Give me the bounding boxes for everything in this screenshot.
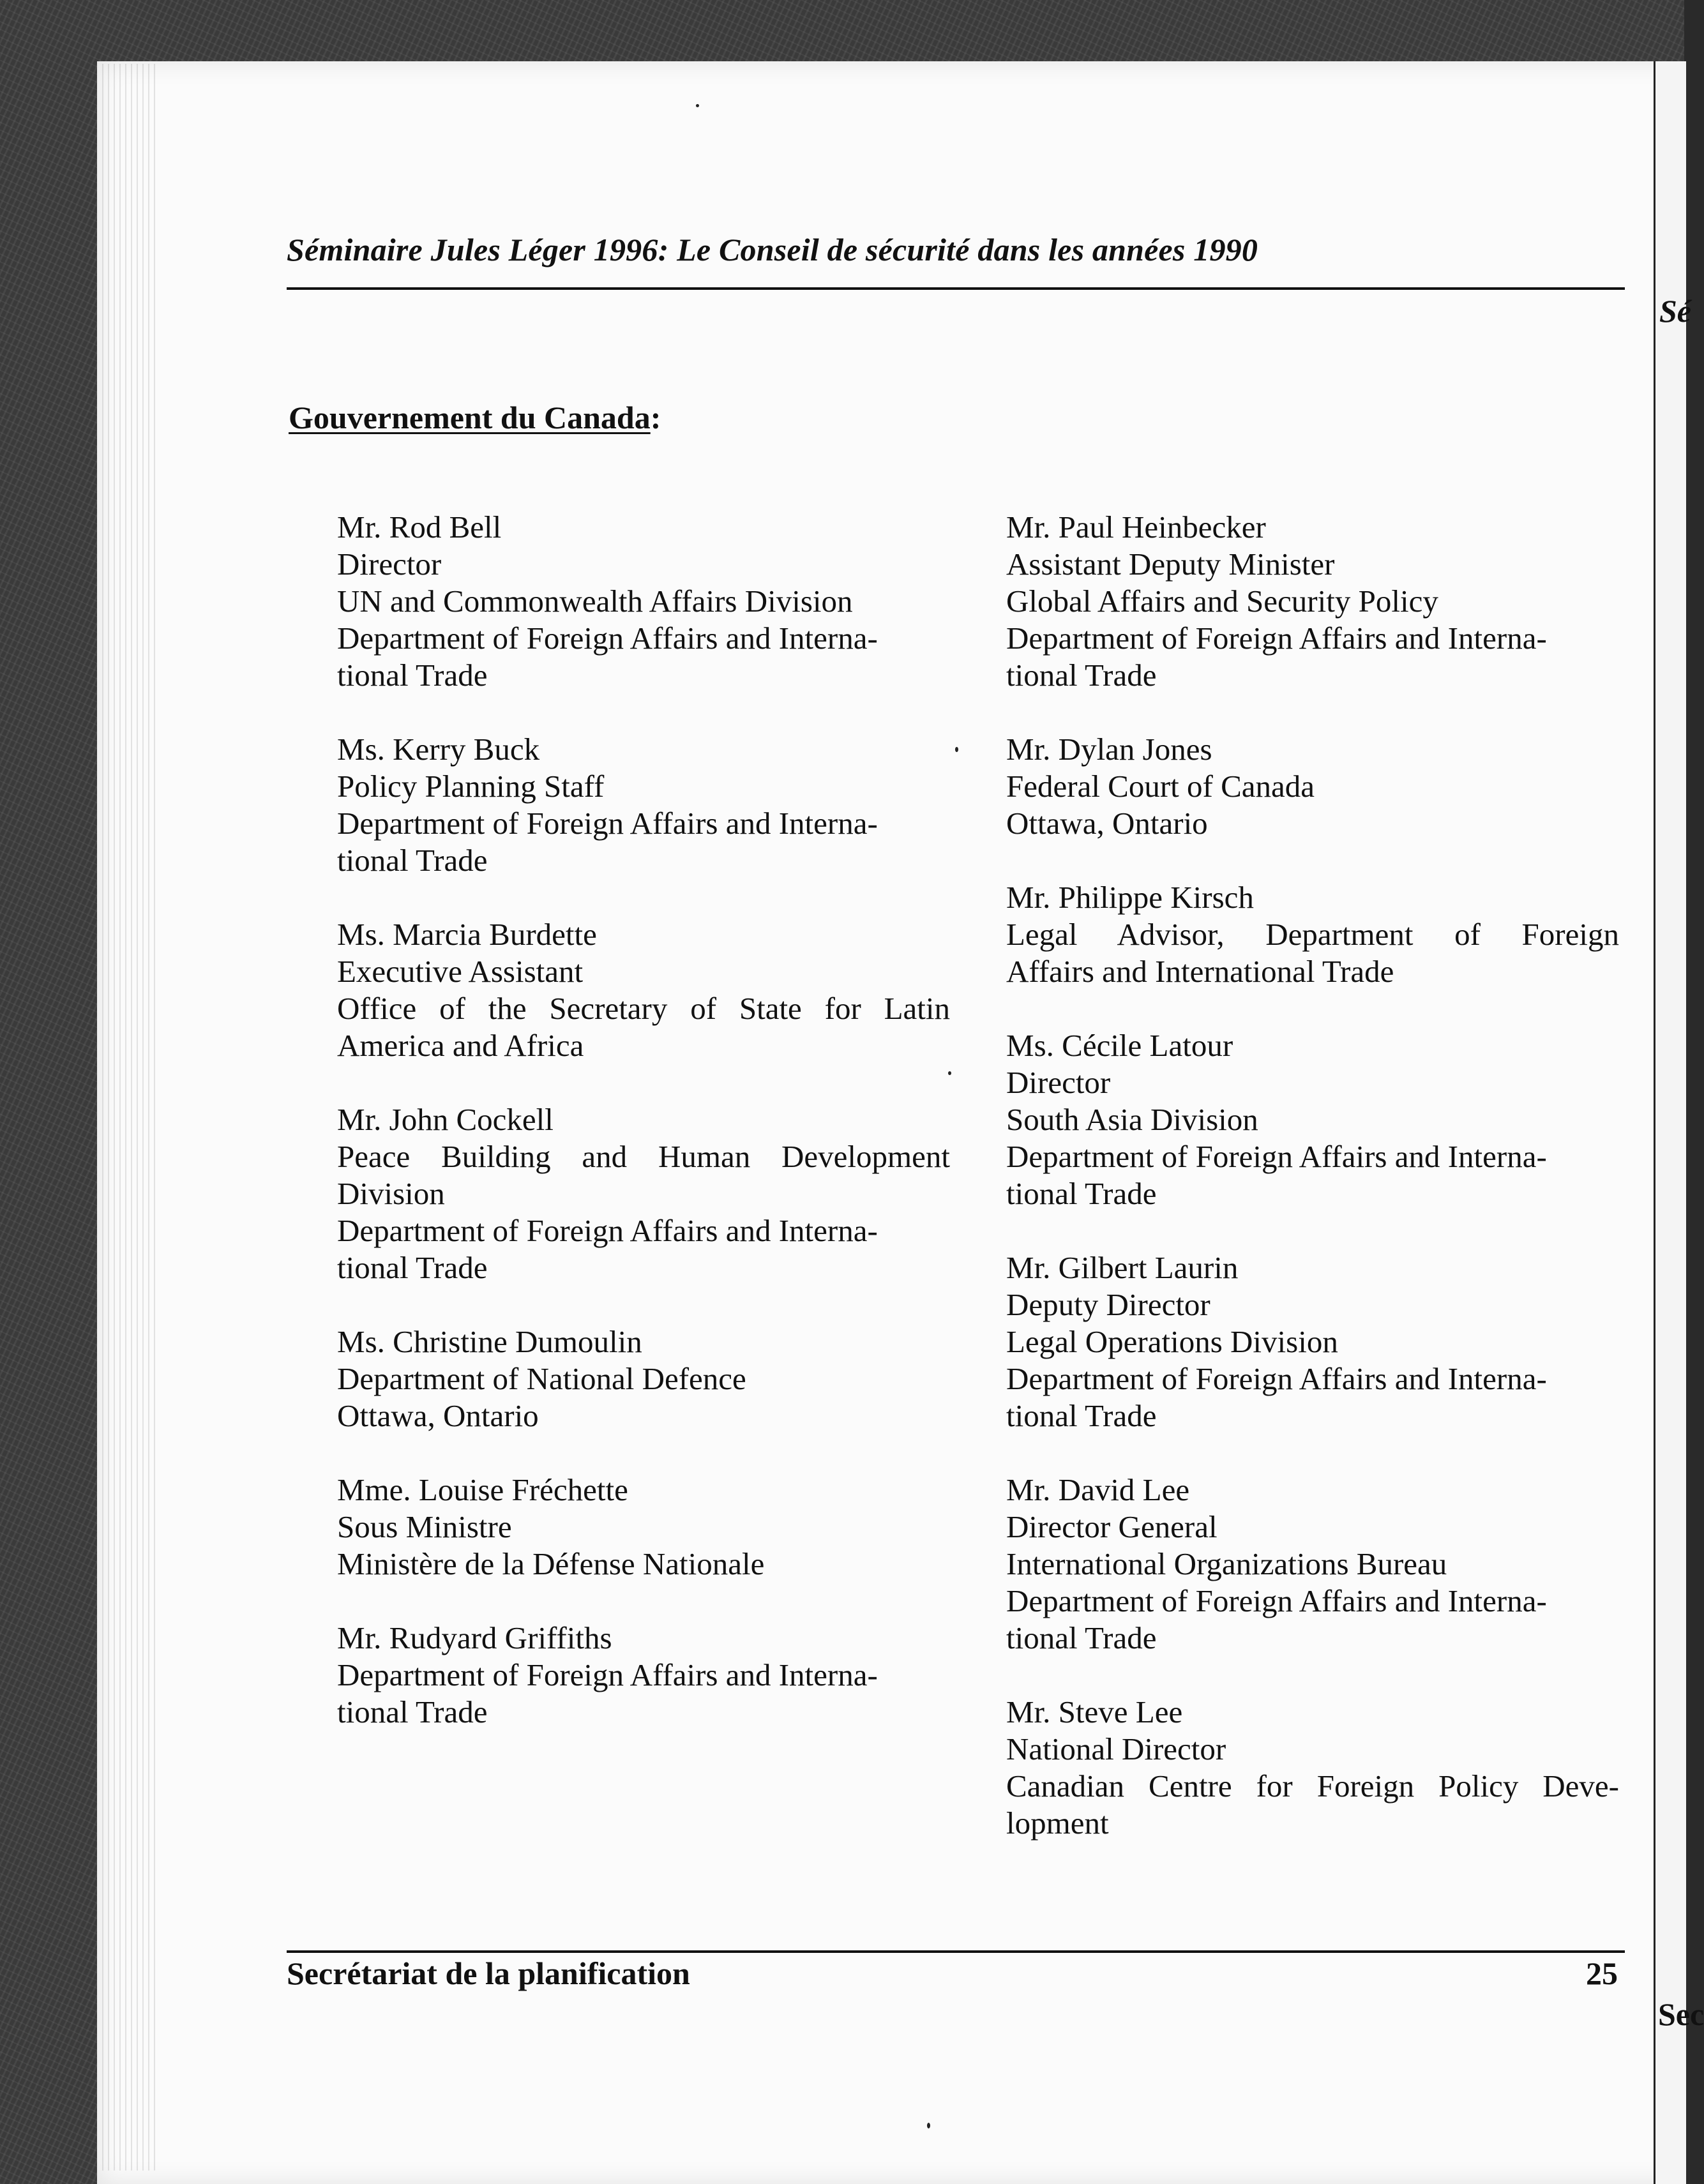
left-column xyxy=(337,509,950,1768)
right-column xyxy=(1006,509,1619,1879)
section-heading-colon: : xyxy=(650,400,661,435)
person-name: Mr. Dylan Jones xyxy=(1006,732,1212,767)
affiliation-line: tional Trade xyxy=(337,843,488,878)
left-column-entry xyxy=(337,731,950,879)
affiliation-line: Department of Foreign Affairs and Interna- xyxy=(337,1213,878,1248)
affiliation-line: Legal Advisor, Department of Foreign xyxy=(1006,917,1619,952)
affiliation-line: America and Africa xyxy=(337,1028,584,1063)
scan-speck xyxy=(927,2123,930,2128)
left-column-entry xyxy=(337,1620,950,1731)
section-heading xyxy=(289,399,661,436)
affiliation-line: tional Trade xyxy=(1006,1620,1157,1655)
affiliation-line: tional Trade xyxy=(337,1250,488,1285)
affiliation-line: tional Trade xyxy=(1006,1176,1157,1211)
header-divider xyxy=(287,287,1625,290)
person-name: Mr. John Cockell xyxy=(337,1102,554,1137)
right-column-entry xyxy=(1006,1249,1619,1435)
footer-divider xyxy=(287,1950,1625,1953)
right-column-entry xyxy=(1006,1027,1619,1212)
affiliation-line: Canadian Centre for Foreign Policy Deve- xyxy=(1006,1768,1619,1804)
person-name: Mr. Gilbert Laurin xyxy=(1006,1250,1239,1285)
person-name: Mr. David Lee xyxy=(1006,1472,1190,1507)
affiliation-line: Deputy Director xyxy=(1006,1287,1210,1322)
scan-speck xyxy=(696,104,699,107)
person-name: Ms. Kerry Buck xyxy=(337,732,540,767)
affiliation-line: Peace Building and Human Development xyxy=(337,1139,950,1174)
affiliation-line: International Organizations Bureau xyxy=(1006,1546,1447,1581)
affiliation-line: Legal Operations Division xyxy=(1006,1324,1338,1359)
affiliation-line: Office of the Secretary of State for Latin xyxy=(337,991,950,1026)
affiliation-line: Ottawa, Ontario xyxy=(337,1398,539,1433)
left-column-entry xyxy=(337,509,950,694)
affiliation-line: Division xyxy=(337,1176,445,1211)
affiliation-line: Global Affairs and Security Policy xyxy=(1006,584,1438,619)
affiliation-line: tional Trade xyxy=(337,1694,488,1729)
page-binding-edge xyxy=(102,64,160,2171)
section-heading-text: Gouvernement du Canada xyxy=(289,400,651,435)
person-name: Ms. Marcia Burdette xyxy=(337,917,597,952)
right-column-entry xyxy=(1006,731,1619,842)
running-header: Séminaire Jules Léger 1996: Le Conseil de sécurité dans les années 1990 xyxy=(287,232,1258,267)
adjacent-page-header: Sé xyxy=(1659,293,1691,329)
affiliation-line: Department of Foreign Affairs and Interna- xyxy=(1006,1361,1547,1396)
affiliation-line: Director xyxy=(337,546,442,582)
affiliation-line: Department of Foreign Affairs and Interna- xyxy=(1006,1583,1547,1618)
person-name: Mr. Rod Bell xyxy=(337,509,502,545)
affiliation-line: Assistant Deputy Minister xyxy=(1006,546,1335,582)
left-column-entry xyxy=(337,1101,950,1286)
affiliation-line: Department of National Defence xyxy=(337,1361,746,1396)
affiliation-line: Department of Foreign Affairs and Interna- xyxy=(337,1657,878,1692)
affiliation-line: Affairs and International Trade xyxy=(1006,954,1394,989)
affiliation-line: tional Trade xyxy=(1006,1398,1157,1433)
scan-speck xyxy=(948,1071,951,1075)
affiliation-line: South Asia Division xyxy=(1006,1102,1258,1137)
person-name: Ms. Cécile Latour xyxy=(1006,1028,1233,1063)
right-column-entry xyxy=(1006,509,1619,694)
person-name: Mr. Paul Heinbecker xyxy=(1006,509,1266,545)
right-column-entry xyxy=(1006,1694,1619,1842)
affiliation-line: Department of Foreign Affairs and Interna- xyxy=(337,806,878,841)
scan-speck xyxy=(955,747,958,752)
person-name: Mme. Louise Fréchette xyxy=(337,1472,628,1507)
left-column-entry xyxy=(337,1472,950,1583)
person-name: Mr. Philippe Kirsch xyxy=(1006,880,1254,915)
affiliation-line: Department of Foreign Affairs and Interna- xyxy=(1006,621,1547,656)
right-column-entry xyxy=(1006,879,1619,990)
adjacent-page-footer: Sec xyxy=(1658,1996,1704,2032)
affiliation-line: UN and Commonwealth Affairs Division xyxy=(337,584,853,619)
affiliation-line: Department of Foreign Affairs and Interna- xyxy=(337,621,878,656)
left-column-entry xyxy=(337,1323,950,1435)
affiliation-line: tional Trade xyxy=(1006,658,1157,693)
adjacent-page-edge xyxy=(1654,61,1704,2184)
affiliation-line: Sous Ministre xyxy=(337,1509,512,1544)
left-column-entry xyxy=(337,916,950,1064)
page-number: 25 xyxy=(1586,1955,1618,1991)
affiliation-line: Director xyxy=(1006,1065,1111,1100)
affiliation-line: Director General xyxy=(1006,1509,1218,1544)
affiliation-line: Executive Assistant xyxy=(337,954,584,989)
person-name: Mr. Steve Lee xyxy=(1006,1694,1183,1729)
affiliation-line: Department of Foreign Affairs and Interna- xyxy=(1006,1139,1547,1174)
affiliation-line: tional Trade xyxy=(337,658,488,693)
affiliation-line: Ministère de la Défense Nationale xyxy=(337,1546,765,1581)
affiliation-line: Federal Court of Canada xyxy=(1006,769,1315,804)
right-column-entry xyxy=(1006,1472,1619,1657)
affiliation-line: Policy Planning Staff xyxy=(337,769,605,804)
person-name: Mr. Rudyard Griffiths xyxy=(337,1620,612,1655)
running-footer: Secrétariat de la planification xyxy=(287,1955,690,1991)
affiliation-line: Ottawa, Ontario xyxy=(1006,806,1208,841)
person-name: Ms. Christine Dumoulin xyxy=(337,1324,642,1359)
affiliation-line: National Director xyxy=(1006,1731,1226,1766)
affiliation-line: lopment xyxy=(1006,1805,1109,1841)
